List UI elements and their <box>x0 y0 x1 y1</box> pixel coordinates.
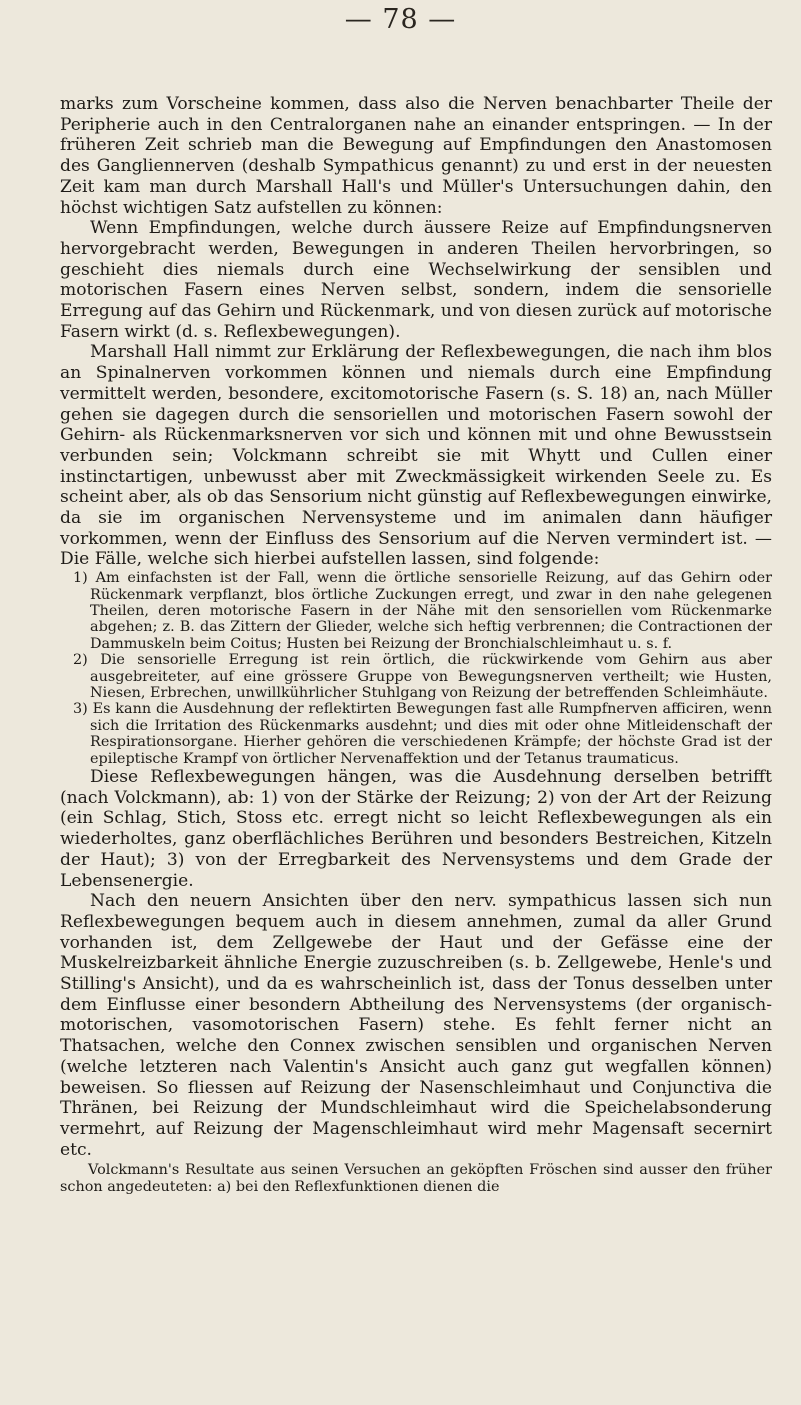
paragraph-5: Nach den neuern Ansichten über den nerv. sympathicus lassen sich nun Reflexbewegungen bequem auch in diesem annehmen, zumal da aller Grund vorhanden ist, dem Zellgewebe der Haut und der Gefässe eine der Muskelreizbarkeit ähnliche Energie zuzuschreiben (s. b. Zellgewebe, Henle's und Stilling's Ansicht), und da es wahrscheinlich ist, dass der Tonus desselben unter dem Einflusse einer besondern Abtheilung des Nervensystems (der organisch-motorischen, vasomotorischen Fasern) stehe. Es fehlt ferner nicht an Thatsachen, welche den Connex zwischen sensiblen und organischen Nerven (welche letzteren nach Valentin's Ansicht auch ganz gut wegfallen können) beweisen. So fliessen auf Reizung der Nasenschleimhaut und Conjunctiva die Thränen, bei Reizung der Mundschleimhaut wird die Speichelabsonderung vermehrt, auf Reizung der Magenschleimhaut wird mehr Magensaft secernirt etc. <box>60 891 772 1160</box>
case-item-2: 2) Die sensorielle Erregung ist rein örtlich, die rückwirkende vom Gehirn aus aber ausgebreiteter, auf eine grössere Gruppe von Bewegungsnerven vertheilt; wie Husten, Niesen, Erbrechen, unwillkührlicher Stuhlgang von Reizung der betreffenden Schleimhäute. <box>73 652 772 702</box>
case-item-3: 3) Es kann die Ausdehnung der reflektirten Bewegungen fast alle Rumpfnerven afficiren, wenn sich die Irritation des Rückenmarks ausdehnt; und dies mit oder ohne Mitleidenschaft der Respirationsorgane. Hierher gehören die verschiedenen Krämpfe; der höchste Grad ist der epileptische Krampf von örtlicher Nervenaffektion und der Tetanus traumaticus. <box>73 701 772 767</box>
case-item-1: 1) Am einfachsten ist der Fall, wenn die örtliche sensorielle Reizung, auf das Gehirn oder Rückenmark verpflanzt, blos örtliche Zuckungen erregt, und zwar in den nahe gelegenen Theilen, deren motorische Fasern in der Nähe mit den sensoriellen vom Rückenmarke abgehen; z. B. das Zittern der Glieder, welche sich heftig verbrennen; die Contractionen der Dammuskeln beim Coitus; Husten bei Reizung der Bronchialschleimhaut u. s. f. <box>73 570 772 652</box>
footnote: Volckmann's Resultate aus seinen Versuchen an geköpften Fröschen sind ausser den früher schon angedeuteten: a) bei den Reflexfunktionen dienen die <box>60 1162 772 1195</box>
paragraph-4: Diese Reflexbewegungen hängen, was die Ausdehnung derselben betrifft (nach Volckmann), ab: 1) von der Stärke der Reizung; 2) von der Art der Reizung (ein Schlag, Stich, Stoss etc. erregt nicht so leicht Reflexbewegungen als ein wiederholtes, ganz oberflächliches Berühren und besonders Bestreichen, Kitzeln der Haut); 3) von der Erregbarkeit des Nervensystems und dem Grade der Lebensenergie. <box>60 767 772 891</box>
paragraph-1: marks zum Vorscheine kommen, dass also die Nerven benachbarter Theile der Peripherie auch in den Centralorganen nahe an einander entspringen. — In der früheren Zeit schrieb man die Bewegung auf Empfindungen den Anastomosen des Gangliennerven (deshalb Sympathicus genannt) zu und erst in der neuesten Zeit kam man durch Marshall Hall's und Müller's Untersuchungen dahin, den höchst wichtigen Satz aufstellen zu können: <box>60 94 772 218</box>
page-body <box>60 94 772 1195</box>
page-number: — 78 — <box>344 4 457 35</box>
case-list <box>60 570 772 767</box>
paragraph-2: Wenn Empfindungen, welche durch äussere Reize auf Empfindungsnerven hervorgebracht werden, Bewegungen in anderen Theilen hervorbringen, so geschieht dies niemals durch eine Wechselwirkung der sensiblen und motorischen Fasern eines Nerven selbst, sondern, indem die sensorielle Erregung auf das Gehirn und Rückenmark, und von diesen zurück auf motorische Fasern wirkt (d. s. Reflexbewegungen). <box>60 218 772 342</box>
paragraph-3: Marshall Hall nimmt zur Erklärung der Reflexbewegungen, die nach ihm blos an Spinalnerven vorkommen können und niemals durch eine Empfindung vermittelt werden, besondere, excitomotorische Fasern (s. S. 18) an, nach Müller gehen sie dagegen durch die sensoriellen und motorischen Fasern sowohl der Gehirn- als Rückenmarksnerven vor sich und können mit und ohne Bewusstsein verbunden sein; Volckmann schreibt sie mit Whytt und Cullen einer instinctartigen, unbewusst aber mit Zweckmässigkeit wirkenden Seele zu. Es scheint aber, als ob das Sensorium nicht günstig auf Reflexbewegungen einwirke, da sie im organischen Nervensysteme und im animalen dann häufiger vorkommen, wenn der Einfluss des Sensorium auf die Nerven vermindert ist. — Die Fälle, welche sich hierbei aufstellen lassen, sind folgende: <box>60 342 772 570</box>
